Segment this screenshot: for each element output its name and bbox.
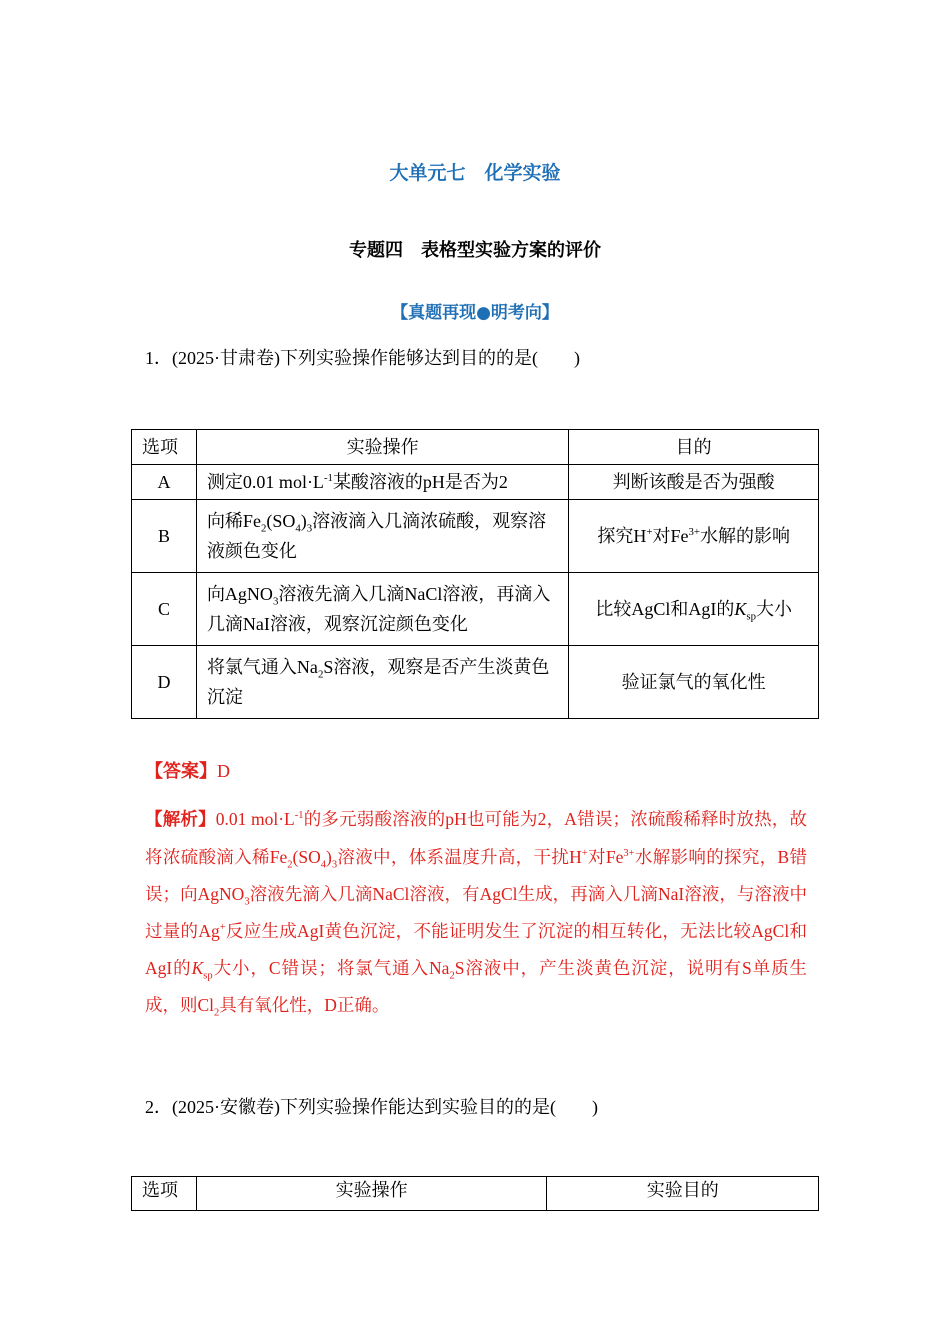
analysis-label: 【解析】 (145, 810, 216, 830)
row-operation: 将氯气通入$Na_2S$溶液，观察是否产生淡黄色沉淀 (196, 646, 568, 719)
row-operation: 向稀$Fe_2(SO_4)_3$溶液滴入几滴浓硫酸，观察溶液颜色变化 (196, 500, 568, 573)
row-option: C (132, 573, 197, 646)
header-purpose: 实验目的 (547, 1177, 819, 1211)
table-row (132, 573, 819, 646)
unit-title: 大单元七 化学实验 (389, 162, 561, 184)
row-purpose: 验证氯气的氧化性 (569, 646, 819, 719)
question-1-number: 1． (145, 348, 172, 368)
answer (145, 757, 230, 783)
table-row (132, 500, 819, 573)
table-row (132, 646, 819, 719)
section-title: 【真题再现●明考向】 (391, 303, 559, 323)
analysis-text: 0.01 $mol\cdot L^{-1}$的多元弱酸溶液的pH也可能为2，A错误；浓硫酸稀释时放热，故将浓硫酸滴入稀$Fe_2(SO_4)_3$溶液中，体系温度升高，干扰H+对$Fe^{3+}$水解影响的探究，B错误；向AgNO$_3$溶液先滴入几滴NaCl溶液，有AgCl生成，再滴入几滴NaI溶液，与溶液中过量的Ag+反应生成AgI黄色沉淀，不能证明发生了沉淀的相互转化，无法比较AgCl和AgI的$K_{sp}$大小，C错误；将氯气通入$Na_2S$溶液中，产生淡黄色沉淀，说明有S单质生成，则$Cl_2$具有氧化性，D正确。 (145, 809, 808, 1019)
question-1-text: 下列实验操作能够达到目的的是( ) (279, 348, 580, 368)
header-option: 选项 (132, 1177, 197, 1211)
topic-title: 专题四 表格型实验方案的评价 (349, 240, 601, 261)
row-purpose: 判断该酸是否为强酸 (569, 465, 819, 500)
question-1-source: (2025·甘肃卷) (172, 348, 280, 368)
question-2-stem (145, 1093, 598, 1119)
header-purpose: 目的 (569, 430, 819, 465)
row-option: A (132, 465, 197, 500)
answer-value: D (217, 761, 230, 781)
row-operation: 测定0.01 $mol\cdot L^{-1}$某酸溶液的pH是否为2 (196, 465, 568, 500)
row-purpose: 探究H+对$Fe^{3+}$水解的影响 (569, 500, 819, 573)
question-1-stem (145, 344, 580, 370)
header-option: 选项 (132, 430, 197, 465)
question-2-number: 2． (145, 1097, 172, 1117)
row-option: D (132, 646, 197, 719)
question-2-source: (2025·安徽卷) (172, 1097, 280, 1117)
question-2-table (131, 1176, 819, 1211)
answer-label: 【答案】 (145, 761, 217, 782)
analysis (145, 801, 807, 1024)
row-purpose: 比较AgCl和AgI的$K_{sp}$大小 (569, 573, 819, 646)
table-header-row (132, 430, 819, 465)
row-operation: 向AgNO$_3$溶液先滴入几滴NaCl溶液，再滴入几滴NaI溶液，观察沉淀颜色变化 (196, 573, 568, 646)
table-header-row (132, 1177, 819, 1211)
header-operation: 实验操作 (196, 1177, 546, 1211)
header-operation: 实验操作 (196, 430, 568, 465)
row-option: B (132, 500, 197, 573)
question-2-text: 下列实验操作能达到实验目的的是( ) (279, 1097, 598, 1117)
table-row (132, 465, 819, 500)
question-1-table (131, 429, 819, 719)
